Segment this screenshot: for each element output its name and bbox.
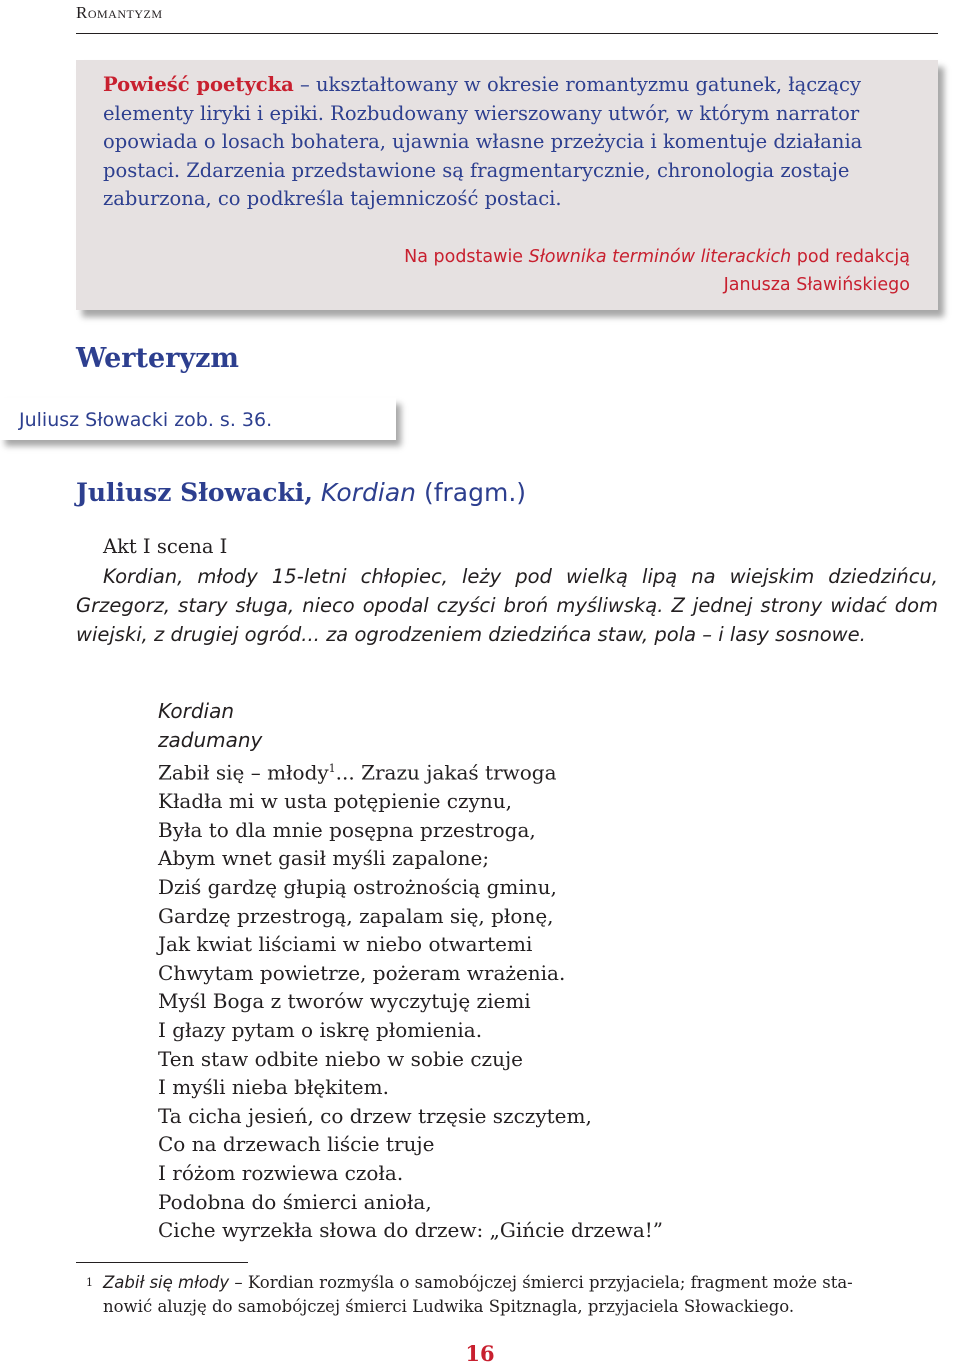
verse-line: Jak kwiat liściami w niebo otwartemi — [158, 932, 533, 957]
source-title: Słownika terminów literackich — [528, 247, 792, 267]
footnote-line-1 — [76, 1271, 938, 1295]
footnote-ref[interactable]: 1 — [328, 762, 336, 775]
cross-reference-text: Juliusz Słowacki zob. s. 36. — [19, 409, 273, 431]
verse-line: Kładła mi w usta potępienie czynu, — [158, 789, 512, 814]
source-prefix: Na podstawie — [404, 247, 529, 267]
speaker-name: Kordian — [158, 699, 235, 723]
running-head-text: Romantyzm — [76, 3, 163, 22]
verse-line: Co na drzewach liście truje — [158, 1132, 435, 1157]
definition-text — [103, 71, 913, 214]
definition-body: – ukształtowany w okresie romantyzmu gatunek, łączący elementy liryki i epiki. Rozbudowany wierszowany utwór, w którym narrator opowiada o losach bohatera, ujawnia własne przeżycia i komentuje działania postaci. Zdarzenia przedstawione są fragmentarycznie, chronologia zostaje zaburzona, co podkreśla tajemniczość postaci. — [103, 73, 863, 210]
werteryzm-heading: Werteryzm — [76, 343, 239, 374]
poem-verses — [158, 755, 663, 1245]
verse-line: Ciche wyrzekła słowa do drzew: „Gińcie drzewa!” — [158, 1218, 663, 1243]
verse-line: I myśli nieba błękitem. — [158, 1075, 389, 1100]
definition-term: Powieść poetycka — [103, 73, 294, 96]
verse-line: Ta cicha jesień, co drzew trzęsie szczytem, — [158, 1103, 592, 1128]
verse-first-part: Zabił się – młody — [158, 760, 329, 785]
verse-line: Podobna do śmierci anioła, — [158, 1189, 432, 1214]
footnote-line-2: nowić aluzję do samobójczej śmierci Ludwika Spitznagla, przyjaciela Słowackiego. — [103, 1297, 795, 1316]
stage-direction-text: Kordian, młody 15-letni chłopiec, leży pod wielką lipą na wiejskim dziedzińcu, Grzegorz, stary sługa, nieco opodal czyści broń myśliwską. Z jednej strony widać dom wiejski, z drugiej ogród... za ogrodzeniem dziedzińca staw, pola – i lasy sosnowe. — [76, 565, 938, 646]
verse-line: Myśl Boga z tworów wyczytuję ziemi — [158, 989, 531, 1014]
verse-line: I różom rozwiewa czoła. — [158, 1160, 404, 1185]
verse-line: Ten staw odbite niebo w sobie czuje — [158, 1046, 523, 1071]
kordian-fragment-note: (fragm.) — [423, 478, 527, 507]
definition-source — [210, 243, 910, 299]
kordian-author: Juliusz Słowacki, — [76, 478, 313, 507]
verse-line: Gardzę przestrogą, zapalam się, płonę, — [158, 903, 554, 928]
footnote — [76, 1271, 938, 1319]
header-rule — [76, 33, 938, 34]
kordian-title: Kordian — [320, 478, 416, 507]
source-suffix: pod redakcją — [791, 247, 910, 267]
footnote-text-1: – Kordian rozmyśla o samobójczej śmierci przyjaciela; fragment może sta- — [229, 1273, 853, 1292]
verse-line: Dziś gardzę głupią ostrożnością gminu, — [158, 875, 557, 900]
footnote-rule — [76, 1262, 248, 1263]
verse-line: I głazy pytam o iskrę płomienia. — [158, 1018, 483, 1042]
running-head — [76, 3, 163, 23]
speaker-note: zadumany — [158, 728, 263, 752]
page-number: 16 — [465, 1341, 495, 1366]
act-scene-label: Akt I scena I — [103, 535, 228, 558]
kordian-heading — [76, 478, 526, 507]
verse-line: Była to dla mnie posępna przestroga, — [158, 817, 536, 842]
speaker-block — [158, 697, 262, 755]
stage-direction — [76, 562, 938, 649]
footnote-term: Zabił się młody — [103, 1273, 230, 1292]
verse-line — [158, 755, 663, 787]
verse-line: Chwytam powietrze, pożeram wrażenia. — [158, 960, 566, 985]
footnote-number: 1 — [86, 1276, 93, 1289]
verse-line: Abym wnet gasił myśli zapalone; — [158, 846, 490, 871]
source-line2: Janusza Sławińskiego — [723, 275, 910, 295]
verse-first-rest: ... Zrazu jakaś trwoga — [335, 760, 557, 785]
